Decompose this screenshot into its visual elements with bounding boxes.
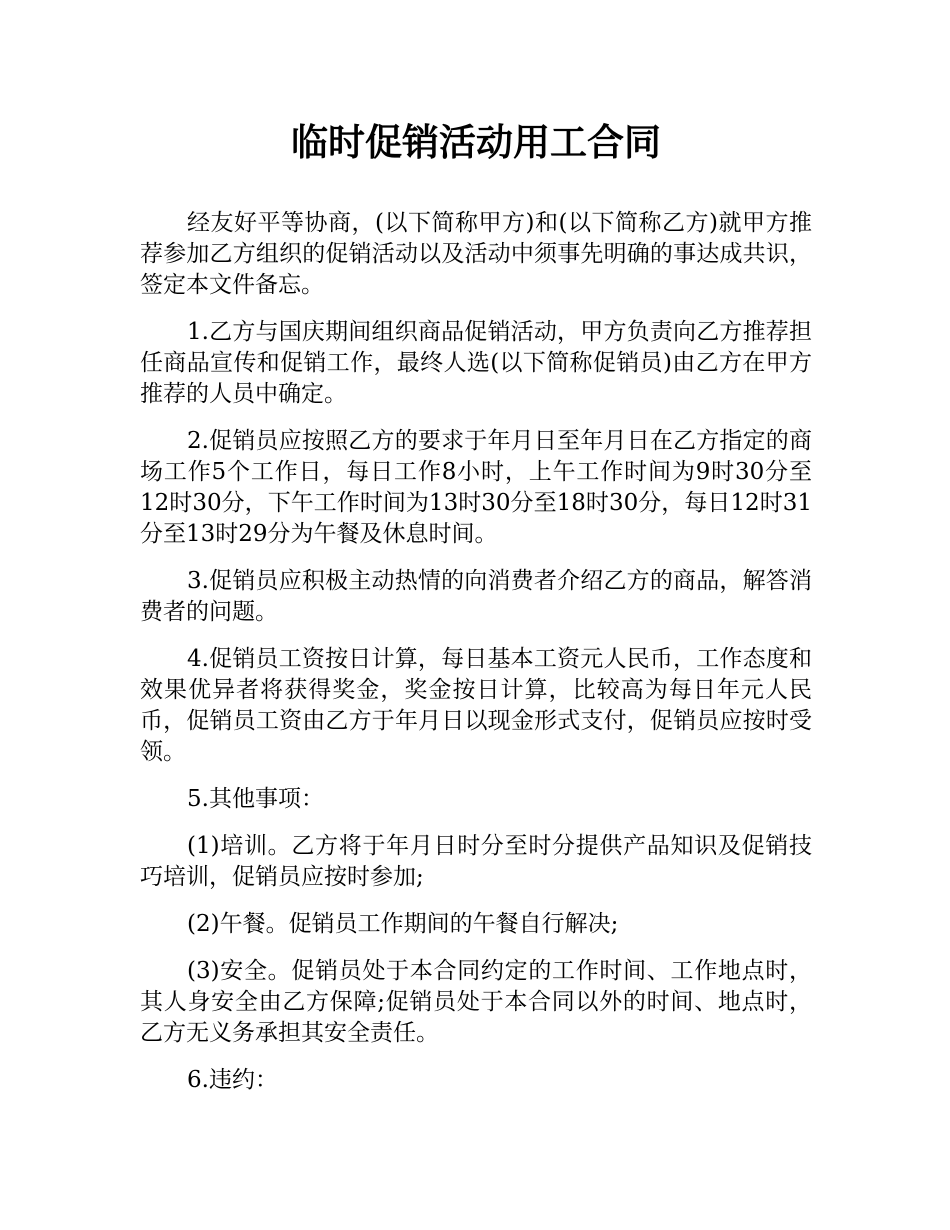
paragraph-clause-5-3: (3)安全。促销员处于本合同约定的工作时间、工作地点时，其人身安全由乙方保障;促销员处于本合同以外的时间、地点时，乙方无义务承担其安全责任。	[140, 958, 812, 1046]
paragraph-clause-1: 1.乙方与国庆期间组织商品促销活动，甲方负责向乙方推荐担任商品宣传和促销工作，最终人选(以下简称促销员)由乙方在甲方推荐的人员中确定。	[140, 319, 812, 407]
paragraph-clause-3: 3.促销员应积极主动热情的向消费者介绍乙方的商品，解答消费者的问题。	[140, 568, 812, 625]
paragraph-clause-2: 2.促销员应按照乙方的要求于年月日至年月日在乙方指定的商场工作5个工作日，每日工作8小时，上午工作时间为9时30分至12时30分，下午工作时间为13时30分至18时30分，每日12时31分至13时29分为午餐及休息时间。	[140, 428, 812, 547]
paragraph-clause-5-2: (2)午餐。促销员工作期间的午餐自行解决;	[187, 911, 619, 937]
paragraph-clause-4: 4.促销员工资按日计算，每日基本工资元人民币，工作态度和效果优异者将获得奖金，奖金按日计算，比较高为每日年元人民币，促销员工资由乙方于年月日以现金形式支付，促销员应按时受领。	[140, 646, 812, 765]
paragraph-intro: 经友好平等协商，(以下简称甲方)和(以下简称乙方)就甲方推荐参加乙方组织的促销活动以及活动中须事先明确的事达成共识，签定本文件备忘。	[140, 210, 812, 298]
paragraph-clause-5-1: (1)培训。乙方将于年月日时分至时分提供产品知识及促销技巧培训，促销员应按时参加;	[140, 833, 812, 890]
paragraph-clause-5: 5.其他事项：	[187, 786, 324, 812]
paragraph-clause-6: 6.违约：	[187, 1067, 278, 1093]
document-title: 临时促销活动用工合同	[291, 121, 661, 164]
